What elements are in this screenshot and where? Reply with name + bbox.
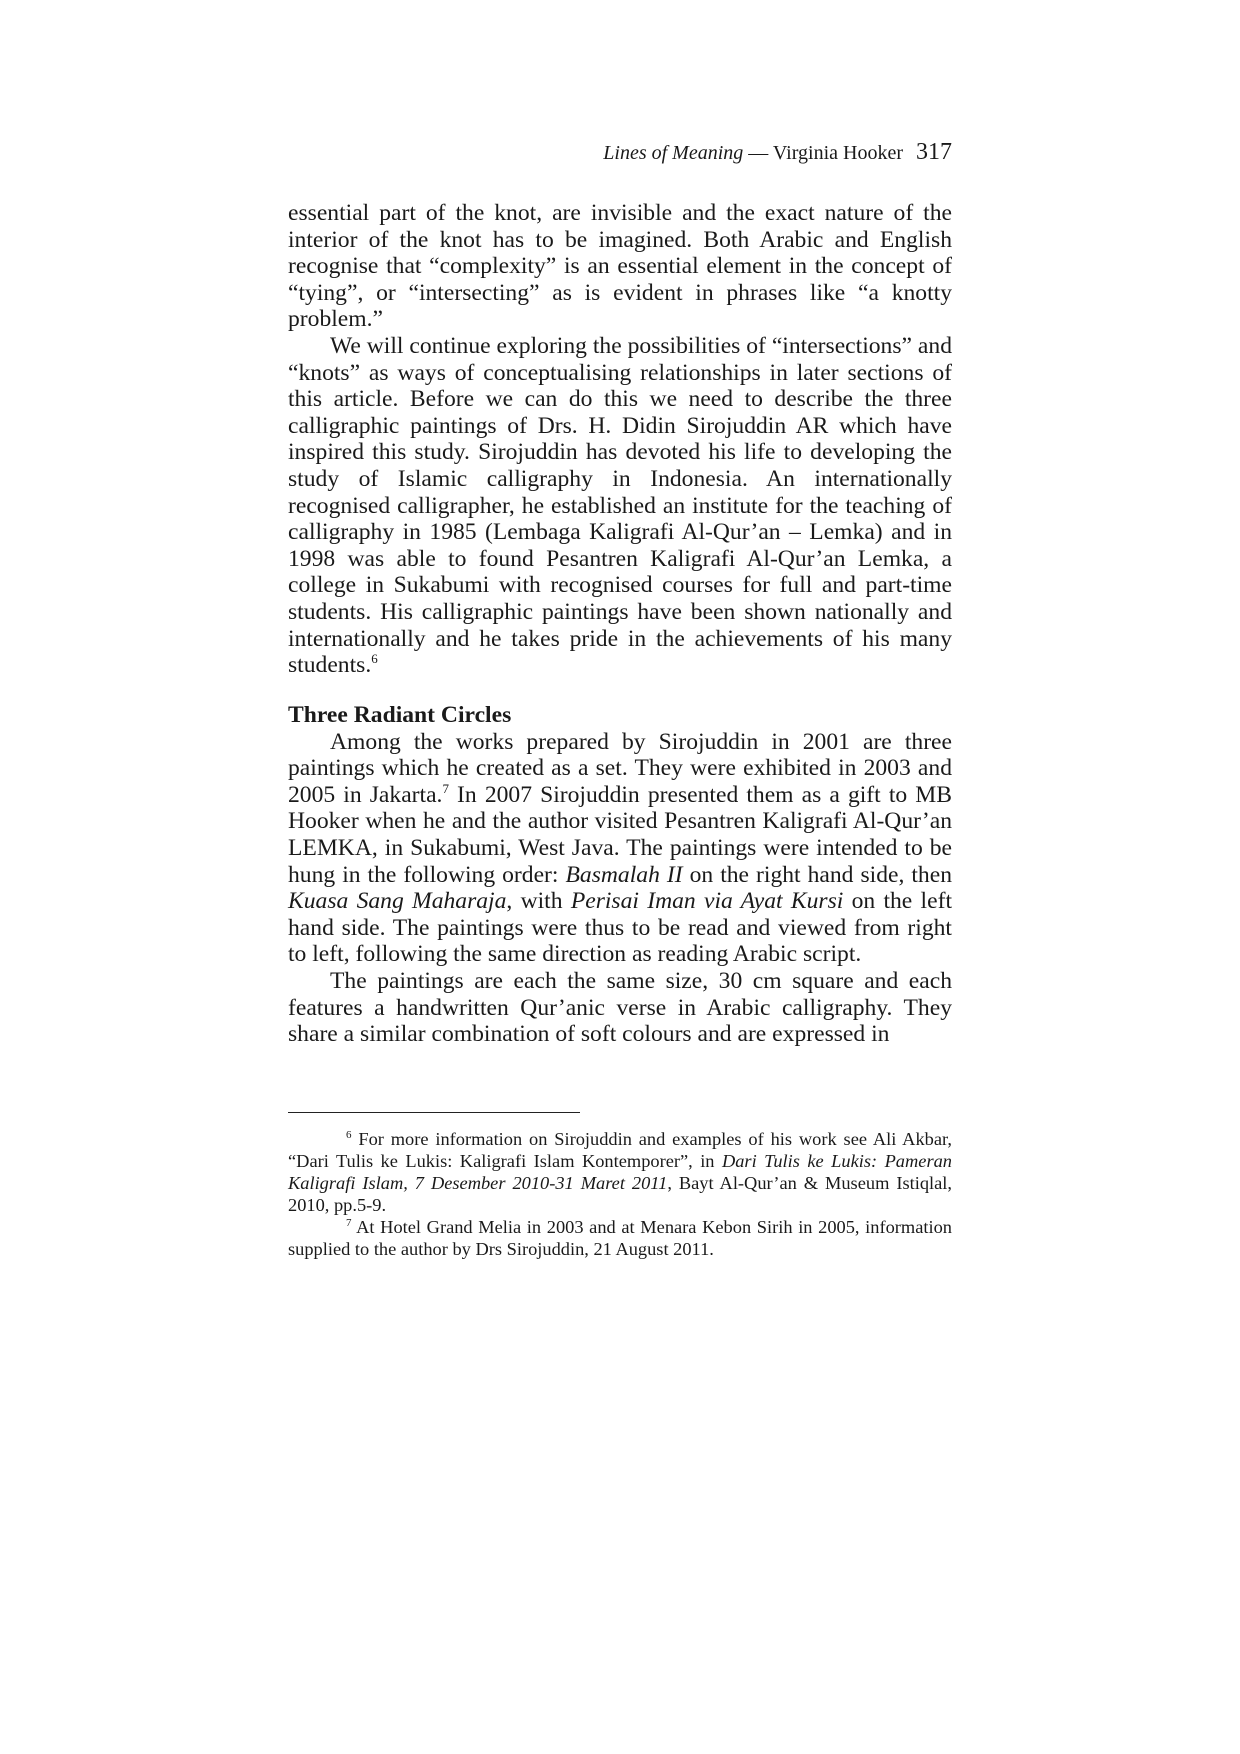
paragraph-3-text-c: on the right hand side, then bbox=[682, 861, 952, 888]
footnote-7 bbox=[288, 1216, 952, 1260]
footnote-6 bbox=[288, 1128, 952, 1216]
footnote-divider bbox=[288, 1112, 580, 1113]
running-head bbox=[288, 138, 952, 167]
paragraph-3-text-d: , with bbox=[506, 888, 571, 915]
paragraph-3-text-a: Among the works prepared by Sirojuddin in 2001 are three paintings which he created as a set. They were exhibited in 2003 and 2005 in Jakarta. bbox=[288, 728, 952, 808]
paragraph-3-text-e: on the left hand side. The paintings were thus to be read and viewed from right to left, following the same direction as reading Arabic script. bbox=[288, 888, 952, 968]
footnote-6-title: Dari Tulis ke Lukis: Pameran Kaligrafi Islam, 7 Desember 2010-31 Maret 2011 bbox=[288, 1151, 952, 1193]
footnote-6-text-a: For more information on Sirojuddin and examples of his work see Ali Akbar, “Dari Tulis ke Lukis: Kaligrafi Islam Kontemporer”, in bbox=[288, 1129, 952, 1171]
page-number: 317 bbox=[916, 139, 952, 165]
footnote-7-number: 7 bbox=[346, 1217, 352, 1229]
footnote-6-number: 6 bbox=[346, 1129, 352, 1141]
painting-title-basmalah: Basmalah II bbox=[565, 861, 683, 888]
body-text bbox=[288, 200, 952, 1048]
footnote-ref-6[interactable]: 6 bbox=[371, 651, 378, 667]
footnote-6-text-b: , Bayt Al-Qur’an & Museum Istiqlal, 2010, pp.5-9. bbox=[288, 1173, 953, 1215]
paragraph-3-text-b: In 2007 Sirojuddin presented them as a gift to MB Hooker when he and the author visited Pesantren Kaligrafi Al-Qur’an LEMKA, in Sukabumi, West Java. The paintings were intended to be hung in the following order: bbox=[288, 781, 952, 888]
section-heading: Three Radiant Circles bbox=[288, 701, 512, 728]
paragraph-3 bbox=[288, 729, 952, 968]
running-head-title: Lines of Meaning bbox=[603, 142, 744, 164]
running-head-separator: — bbox=[748, 142, 769, 164]
paragraph-2-text: We will continue exploring the possibilities of “intersections” and “knots” as ways of conceptualising relationships in later sections of this article. Before we can do this we need to describe the three calligraphic paintings of Drs. H. Didin Sirojuddin AR which have inspired this study. Sirojuddin has devoted his life to developing the study of Islamic calligraphy in Indonesia. An internationally recognised calligrapher, he established an institute for the teaching of calligraphy in 1985 (Lembaga Kaligrafi Al-Qur’an – Lemka) and in 1998 was able to found Pesantren Kaligrafi Al-Qur’an Lemka, a college in Sukabumi with recognised courses for full and part-time students. His calligraphic paintings have been shown nationally and internationally and he takes pride in the achievements of his many students. bbox=[288, 332, 952, 679]
footnotes bbox=[288, 1128, 952, 1260]
paragraph-4: The paintings are each the same size, 30 cm square and each features a handwritten Qur’anic verse in Arabic calligraphy. They share a similar combination of soft colours and are expressed in bbox=[288, 968, 952, 1048]
painting-title-perisai: Perisai Iman via Ayat Kursi bbox=[570, 888, 844, 915]
running-head-author: Virginia Hooker bbox=[772, 142, 903, 164]
paragraph-1: essential part of the knot, are invisible and the exact nature of the interior of the knot has to be imagined. Both Arabic and English recognise that “complexity” is an essential element in the concept of “tying”, or “intersecting” as is evident in phrases like “a knotty problem.” bbox=[288, 200, 952, 333]
footnote-ref-7[interactable]: 7 bbox=[442, 780, 449, 796]
footnote-7-text: At Hotel Grand Melia in 2003 and at Menara Kebon Sirih in 2005, information supplied to the author by Drs Sirojuddin, 21 August 2011. bbox=[288, 1217, 952, 1259]
painting-title-kuasa: Kuasa Sang Maharaja bbox=[288, 888, 507, 915]
paragraph-2 bbox=[288, 333, 952, 679]
